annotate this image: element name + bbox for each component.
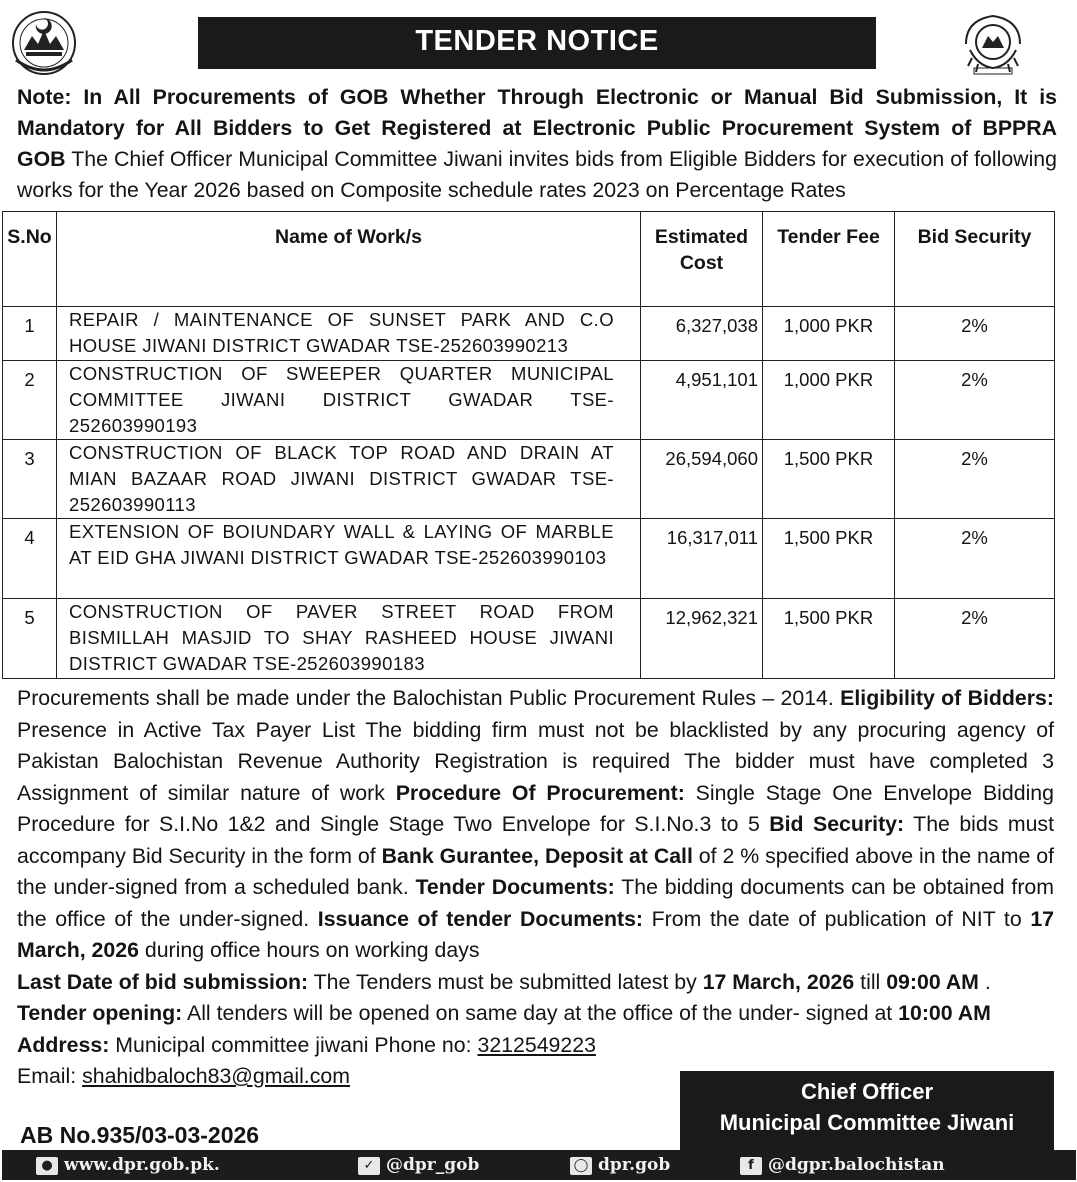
invitation-text [17,144,1057,206]
row-sno: 3 [3,440,57,519]
last-date-till: till [854,969,887,994]
facebook-icon: f [740,1157,762,1175]
table-header-row [3,212,1055,307]
registration-note: Note: In All Procurements of GOB Whether Through Electronic or Manual Bid Submission, It is Mandatory for All Bidders to Get Registered at Electronic Public Procurement System of BPPRA [17,85,1057,140]
header-name-of-work: Name of Work/s [57,212,641,307]
bid-security-text: The bids must accompany Bid Security in the form of [17,812,1054,868]
row-tender-fee: 1,000 PKR [763,361,895,440]
address-text: Municipal committee jiwani Phone no: [109,1032,478,1057]
last-date-time: 09:00 AM [886,969,979,994]
row-sno: 5 [3,599,57,679]
tender-conditions [17,683,1054,1093]
table-row [3,440,1055,519]
footer-bar [2,1150,1076,1180]
tender-documents-text: The bidding documents can be obtained from the office of the under-signed. [17,875,1055,931]
row-work-name: EXTENSION OF BOIUNDARY WALL & LAYING OF MARBLE AT EID GHA JIWANI DISTRICT GWADAR TSE-252603990103 [57,519,641,599]
row-estimated-cost: 12,962,321 [641,599,763,679]
row-tender-fee: 1,500 PKR [763,599,895,679]
issuance-text: From the date of publication of NIT to [643,906,1031,931]
row-sno: 1 [3,307,57,361]
last-date-text: The Tenders must be submitted latest by [308,969,703,994]
header-bid-security: Bid Security [895,212,1055,307]
government-emblem-left-logo [10,10,78,76]
row-estimated-cost: 16,317,011 [641,519,763,599]
works-table [2,211,1055,679]
row-tender-fee: 1,500 PKR [763,519,895,599]
row-work-name: CONSTRUCTION OF SWEEPER QUARTER MUNICIPAL COMMITTEE JIWANI DISTRICT GWADAR TSE-252603990193 [57,361,641,440]
last-date-date: 17 March, 2026 [702,969,855,994]
bid-security-label: Bid Security: [769,812,905,836]
procedure-label: Procedure Of Procurement: [395,780,685,805]
signatory-office: Municipal Committee Jiwani [719,1110,1015,1135]
footer-website[interactable] [36,1150,220,1180]
row-work-name: REPAIR / MAINTENANCE OF SUNSET PARK AND C.O HOUSE JIWANI DISTRICT GWADAR TSE-252603990213 [57,307,641,361]
ab-number: AB No.935/03-03-2026 [20,1122,260,1148]
table-row [3,519,1055,599]
signature-block [680,1071,1054,1153]
row-tender-fee: 1,500 PKR [763,440,895,519]
row-estimated-cost: 4,951,101 [641,361,763,440]
website-text: www.dpr.gob.pk. [64,1155,220,1175]
twitter-icon: ✓ [358,1157,380,1175]
bid-security-text-2: of 2 % specified above in the name of the under-signed from a scheduled bank. [17,843,1055,899]
footer-twitter[interactable] [358,1150,479,1180]
table-row [3,599,1055,679]
opening-time: 10:00 AM [898,1001,991,1025]
row-bid-security: 2% [895,440,1055,519]
bid-security-forms: Bank Gurantee, Deposit at Call [381,843,693,868]
instagram-handle: dpr.gob [598,1155,671,1175]
twitter-handle: @dpr_gob [386,1155,480,1175]
page-title: TENDER NOTICE [198,17,876,69]
row-bid-security: 2% [895,519,1055,599]
last-date-label: Last Date of bid submission: [17,969,309,994]
row-estimated-cost: 6,327,038 [641,307,763,361]
header-sno: S.No [3,212,57,307]
opening-text: All tenders will be opened on same day at the office of the under- signed at [182,1001,899,1025]
issuance-label: Issuance of tender Documents: [317,906,644,931]
tender-documents-label: Tender Documents: [415,875,615,899]
issuance-text-2: during office hours on working days [138,938,480,962]
address-label: Address: [17,1032,110,1057]
eligibility-label: Eligibility of Bidders: [840,686,1054,710]
footer-instagram[interactable] [570,1150,670,1180]
row-sno: 2 [3,361,57,440]
row-sno: 4 [3,519,57,599]
row-bid-security: 2% [895,599,1055,679]
row-bid-security: 2% [895,307,1055,361]
header-tender-fee: Tender Fee [763,212,895,307]
last-date-end: . [978,969,991,994]
rules-text: Procurements shall be made under the Balochistan Public Procurement Rules – 2014. [17,686,841,710]
opening-label: Tender opening: [17,1001,183,1025]
table-row [3,361,1055,440]
table-row [3,307,1055,361]
row-tender-fee: 1,000 PKR [763,307,895,361]
email-link[interactable]: shahidbaloch83@gmail.com [82,1064,350,1088]
row-estimated-cost: 26,594,060 [641,440,763,519]
row-bid-security: 2% [895,361,1055,440]
email-label: Email: [17,1064,83,1088]
eligibility-text: Presence in Active Tax Payer List The bidding firm must not be blacklisted by any procuring agency of Pakistan Balochistan Revenue Authority Registration is required The bidder must have completed 3 Assignment of similar nature of work [17,717,1054,805]
header-estimated-cost: Estimated Cost [641,212,763,307]
footer-facebook[interactable] [740,1150,945,1180]
gob-label: GOB [17,147,66,171]
phone-number-link[interactable]: 3212549223 [477,1032,596,1057]
signatory-title: Chief Officer [800,1079,934,1104]
globe-icon: ● [36,1157,58,1175]
issuance-date: 17 March, 2026 [17,906,1055,962]
invitation-body: The Chief Officer Municipal Committee Jiwani invites bids from Eligible Bidders for execution of following works for the Year 2026 based on Composite schedule rates 2023 on Percentage Rates [17,147,1057,202]
row-work-name: CONSTRUCTION OF PAVER STREET ROAD FROM BISMILLAH MASJID TO SHAY RASHEED HOUSE JIWANI DISTRICT GWADAR TSE-252603990183 [57,599,641,679]
row-work-name: CONSTRUCTION OF BLACK TOP ROAD AND DRAIN AT MIAN BAZAAR ROAD JIWANI DISTRICT GWADAR TSE-252603990113 [57,440,641,519]
facebook-handle: @dgpr.balochistan [768,1155,945,1175]
procedure-text: Single Stage One Envelope Bidding Procedure for S.I.No 1&2 and Single Stage Two Envelope for S.I.No.3 to 5 [17,780,1054,836]
municipal-committee-logo [958,10,1028,78]
instagram-icon: ◯ [570,1157,592,1175]
